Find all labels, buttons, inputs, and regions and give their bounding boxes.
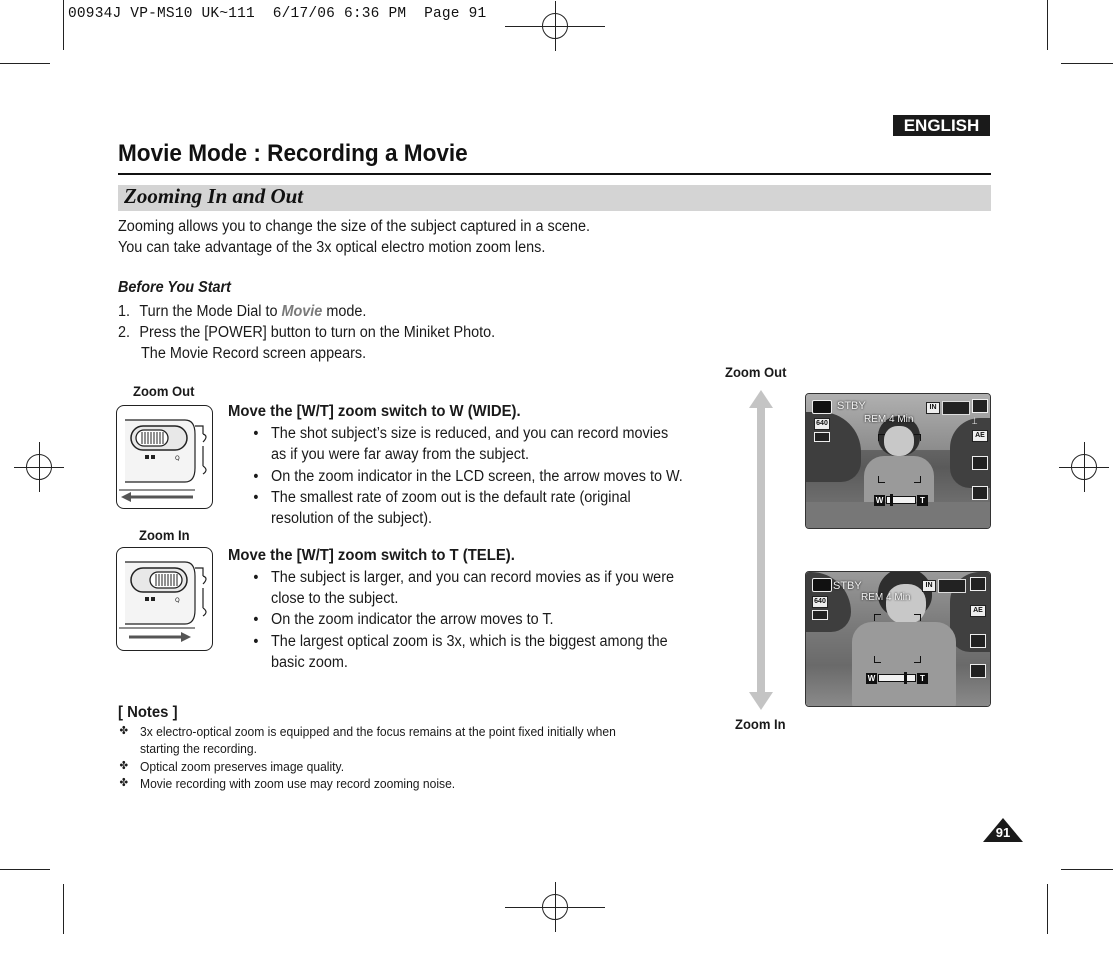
intro-line: Zooming allows you to change the size of the subject captured in a scene. [118,218,590,235]
antenna-icon: ⟘ [972,416,978,426]
lcd-remaining: REM 4 Min [864,414,914,425]
bullet-dot: • [253,468,259,485]
battery-icon [942,401,970,415]
focus-bracket [878,476,885,483]
crop-mark [1047,0,1048,50]
crop-mark [0,63,50,64]
step-text: Turn the Mode Dial to [139,303,282,320]
zoom-switch-icon [117,406,213,509]
bullet-dot: • [253,569,259,586]
lcd-status: STBY [837,400,866,412]
list-item [253,466,683,487]
zoom-level-marker [904,672,907,684]
focus-bracket [874,614,881,621]
print-job: 00934J VP-MS10 UK~111 [68,6,255,22]
zoom-out-heading: Move the [W/T] zoom switch to W (WIDE). [228,403,521,420]
zoom-out-label: Zoom Out [133,383,195,399]
movie-camera-icon [812,400,832,414]
lcd-resolution: 640 [814,418,830,430]
step-2 [118,322,496,343]
intro-text [118,216,590,258]
bullet-dot: • [253,611,259,628]
list-item [253,423,669,465]
step-1 [118,301,367,322]
note-item [119,723,616,757]
zoom-tele-indicator: T [917,673,928,684]
bullet-line: The subject is larger, and you can record movies as if you were [271,569,675,586]
svg-text:Q: Q [175,455,180,462]
play-mode-icon [970,577,986,591]
lcd-remaining: REM 4 Min [861,592,911,603]
crop-mark [63,0,64,50]
lcd-ae-indicator: AE [970,605,986,617]
list-item [253,567,675,609]
step-number: 2. [118,324,131,341]
note-item [119,758,345,775]
crop-mark [0,869,50,870]
bullet-line: close to the subject. [271,590,399,607]
lcd-resolution: 640 [812,596,828,608]
lcd-card: IN [926,402,940,414]
list-item [253,487,631,529]
diagram-zoom-out-label: Zoom Out [725,364,787,380]
page-title: Movie Mode : Recording a Movie [118,140,468,167]
bullet-line: The shot subject’s size is reduced, and you can record movies [271,425,669,442]
list-item [253,631,668,673]
bullet-line: On the zoom indicator in the LCD screen, the arrow moves to W. [271,468,683,485]
step-text: mode. [322,303,367,320]
registration-mark [530,1,580,51]
zoom-scale [886,496,916,504]
zoom-switch-wide-illustration [116,405,213,509]
zoom-level-marker [890,494,893,506]
battery-icon [938,579,966,593]
notes-heading: [ Notes ] [118,704,178,721]
print-datetime: 6/17/06 6:36 PM [272,6,407,22]
bullet-dot: • [253,633,259,650]
quality-icon [814,432,830,442]
registration-mark [14,442,64,492]
zoom-switch-icon [117,548,213,651]
svg-text:Q: Q [175,597,180,604]
bullet-line: The largest optical zoom is 3x, which is the biggest among the [271,633,668,650]
focus-bracket [914,434,921,441]
bullet-dot: • [253,425,259,442]
lcd-ae-indicator: AE [972,430,988,442]
title-rule [118,173,991,175]
note-marker-icon: ✤ [119,725,129,737]
quality-icon [812,610,828,620]
zoom-switch-tele-illustration [116,547,213,651]
crop-mark [63,884,64,934]
lcd-screen-tele [805,571,991,707]
bullet-line: The smallest rate of zoom out is the default rate (original [271,489,631,506]
focus-bracket [914,476,921,483]
bullet-line: On the zoom indicator the arrow moves to T. [271,611,554,628]
movie-camera-icon [812,578,832,592]
language-badge: ENGLISH [893,115,990,136]
focus-bracket [914,614,921,621]
white-balance-icon [972,456,988,470]
diagram-zoom-in-label: Zoom In [735,716,786,732]
before-you-start-heading: Before You Start [118,279,231,296]
zoom-wide-indicator: W [875,496,884,505]
zoom-in-label: Zoom In [139,527,190,543]
step-2-continuation [141,343,366,364]
print-header [68,6,486,22]
note-line: 3x electro-optical zoom is equipped and the focus remains at the point fixed initially when [140,724,616,739]
note-item [119,775,456,792]
intro-line: You can take advantage of the 3x optical electro motion zoom lens. [118,239,546,256]
hand-icon [970,664,986,678]
lcd-status: STBY [833,580,862,592]
step-text: Press the [POWER] button to turn on the Miniket Photo. [139,324,496,341]
zoom-wide-indicator: W [867,674,876,683]
zoom-tele-indicator: T [917,495,928,506]
mode-name: Movie [281,303,323,320]
hand-icon [972,486,988,500]
note-line: Optical zoom preserves image quality. [140,759,345,774]
focus-bracket [914,656,921,663]
note-line: Movie recording with zoom use may record zooming noise. [140,776,456,791]
lcd-card: IN [922,580,936,592]
list-item [253,609,554,630]
crop-mark [1061,869,1113,870]
focus-bracket [874,656,881,663]
focus-bracket [878,434,885,441]
step-text: The Movie Record screen appears. [141,345,367,362]
registration-mark [530,882,580,932]
page-number: 91 [995,825,1011,840]
lcd-screen-wide [805,393,991,529]
registration-mark [1059,442,1109,492]
white-balance-icon [970,634,986,648]
bullet-line: as if you were far away from the subject. [271,446,529,463]
note-marker-icon: ✤ [119,760,129,772]
note-line: starting the recording. [140,741,257,756]
zoom-scale [878,674,916,682]
note-marker-icon: ✤ [119,777,129,789]
bullet-line: basic zoom. [271,654,348,671]
crop-mark [1061,63,1113,64]
section-title: Zooming In and Out [124,184,304,208]
bullet-line: resolution of the subject). [271,510,433,527]
bullet-dot: • [253,489,259,506]
zoom-direction-arrow [748,390,774,710]
play-mode-icon [972,399,988,413]
print-page: Page 91 [424,6,487,22]
crop-mark [1047,884,1048,934]
step-number: 1. [118,303,131,320]
zoom-in-heading: Move the [W/T] zoom switch to T (TELE). [228,547,515,564]
